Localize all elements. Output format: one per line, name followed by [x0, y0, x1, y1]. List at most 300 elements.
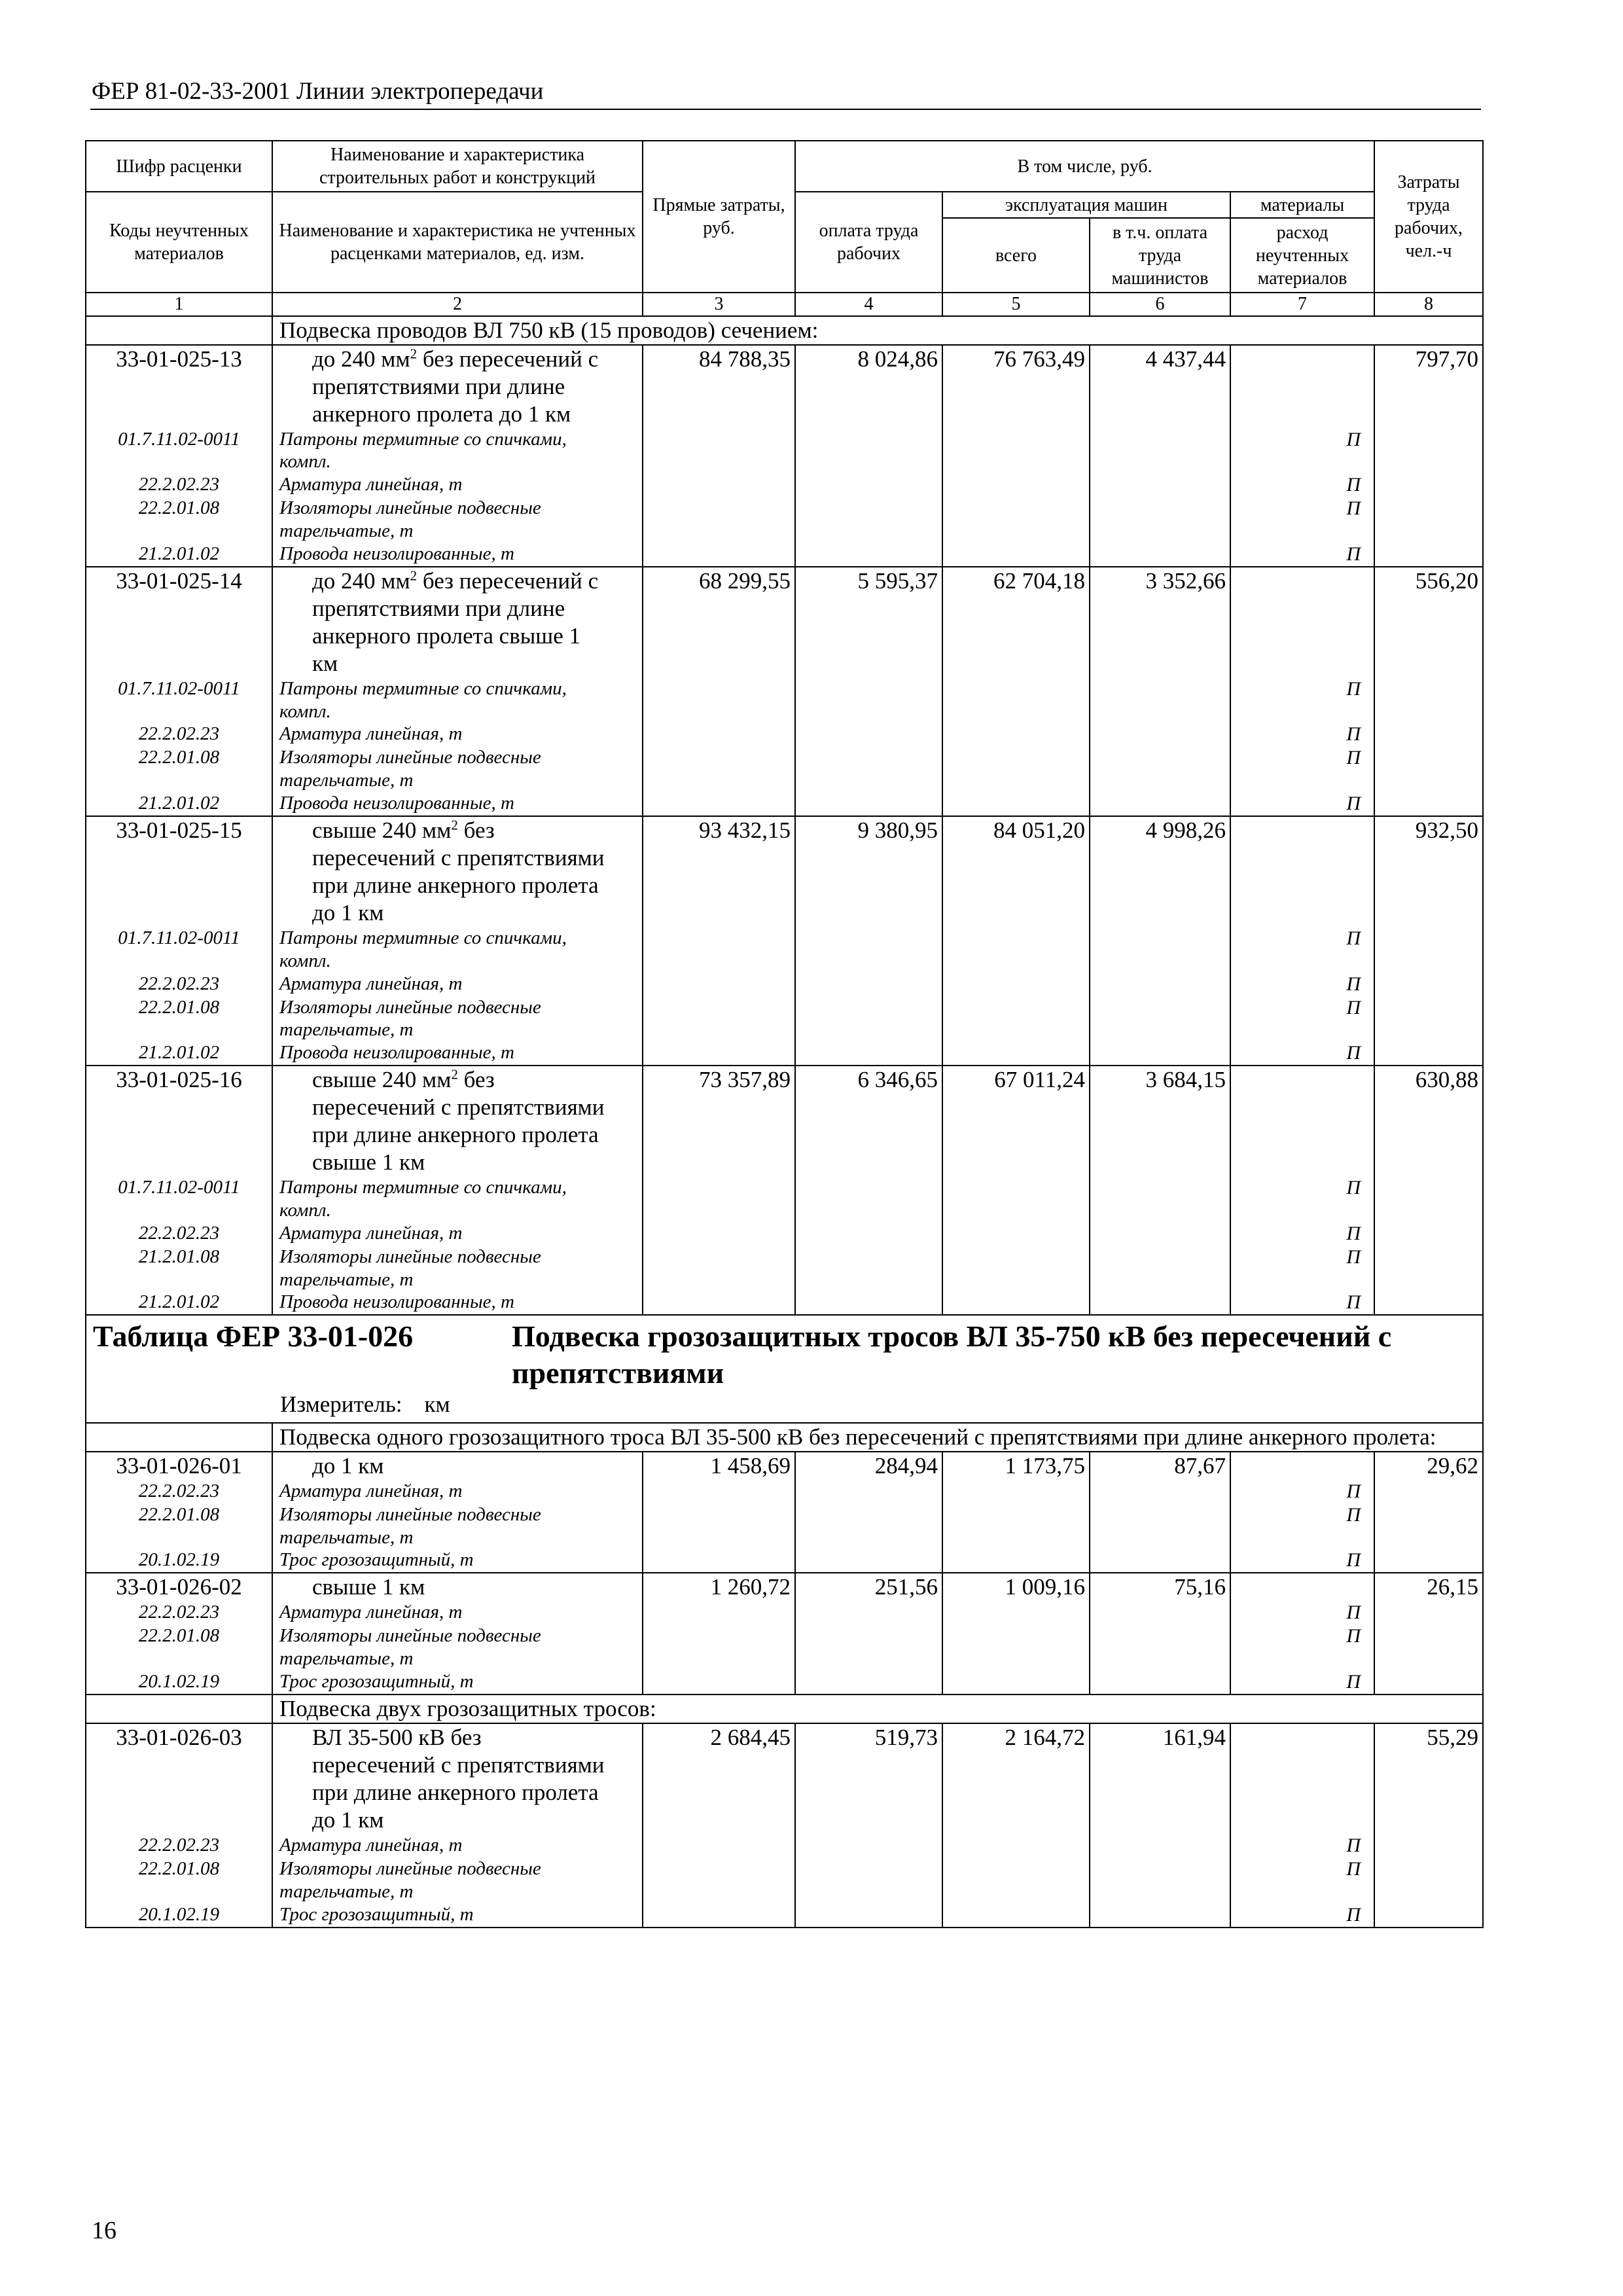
table-title-row — [86, 1315, 1483, 1390]
material-mark: П — [1230, 792, 1374, 816]
empty-cell — [643, 1903, 795, 1928]
material-name: Арматура линейная, т — [272, 473, 643, 497]
material-row — [86, 1246, 1483, 1291]
section-spacer — [86, 1695, 272, 1723]
material-mark: П — [1230, 1246, 1374, 1291]
materials-cost — [1230, 1573, 1374, 1601]
machines-cost: 2 164,72 — [942, 1723, 1090, 1834]
material-name: Изоляторы линейные подвесные тарельчатые, т — [272, 1246, 643, 1291]
empty-cell — [1090, 996, 1230, 1042]
material-row — [86, 1549, 1483, 1573]
materials-cost — [1230, 1066, 1374, 1176]
material-row — [86, 1601, 1483, 1624]
material-code: 22.2.02.23 — [86, 1834, 272, 1857]
section-heading: Подвеска проводов ВЛ 750 кВ (15 проводов) сечением: — [272, 316, 1483, 345]
labor-cost: 519,73 — [795, 1723, 942, 1834]
empty-cell — [643, 1041, 795, 1066]
labor-cost: 5 595,37 — [795, 567, 942, 677]
material-name: Изоляторы линейные подвесные тарельчатые, т — [272, 1624, 643, 1670]
material-mark: П — [1230, 1549, 1374, 1573]
header-materials: материалы — [1230, 192, 1374, 218]
empty-cell — [942, 1549, 1090, 1573]
material-row — [86, 1857, 1483, 1903]
labor-hours: 29,62 — [1374, 1452, 1483, 1480]
material-code: 01.7.11.02-0011 — [86, 677, 272, 723]
material-name: Провода неизолированные, т — [272, 543, 643, 567]
empty-cell — [643, 543, 795, 567]
material-row — [86, 677, 1483, 723]
measure-cell — [86, 1391, 1483, 1423]
material-mark: П — [1230, 1857, 1374, 1903]
rate-code: 33-01-025-14 — [86, 567, 272, 677]
material-name: Провода неизолированные, т — [272, 1041, 643, 1066]
empty-cell — [942, 1503, 1090, 1549]
material-name: Изоляторы линейные подвесные тарельчатые, т — [272, 1857, 643, 1903]
empty-cell — [643, 1222, 795, 1246]
material-row — [86, 1670, 1483, 1695]
operators-cost: 4 437,44 — [1090, 345, 1230, 428]
empty-cell — [795, 927, 942, 973]
material-code: 22.2.01.08 — [86, 996, 272, 1042]
empty-cell — [1374, 677, 1483, 723]
material-name: Арматура линейная, т — [272, 1480, 643, 1503]
material-name: Патроны термитные со спичками, компл. — [272, 428, 643, 474]
empty-cell — [1374, 428, 1483, 474]
column-number: 4 — [795, 293, 942, 316]
rate-row — [86, 1452, 1483, 1480]
operators-cost: 4 998,26 — [1090, 816, 1230, 927]
empty-cell — [942, 428, 1090, 474]
empty-cell — [1090, 677, 1230, 723]
machines-cost: 67 011,24 — [942, 1066, 1090, 1176]
rate-description: до 240 $мм^2$ без пересечений с препятствиями при длине анкерного пролета свыше 1 км — [272, 567, 643, 677]
column-number: 7 — [1230, 293, 1374, 316]
empty-cell — [1374, 1624, 1483, 1670]
empty-cell — [1090, 1834, 1230, 1857]
empty-cell — [1090, 1503, 1230, 1549]
empty-cell — [643, 1624, 795, 1670]
labor-cost: 284,94 — [795, 1452, 942, 1480]
material-mark: П — [1230, 428, 1374, 474]
material-row — [86, 1480, 1483, 1503]
measure-label: Измеритель: — [280, 1391, 402, 1417]
empty-cell — [795, 1834, 942, 1857]
labor-hours: 932,50 — [1374, 816, 1483, 927]
material-code: 21.2.01.02 — [86, 1291, 272, 1315]
empty-cell — [1374, 1246, 1483, 1291]
empty-cell — [643, 677, 795, 723]
material-code: 01.7.11.02-0011 — [86, 927, 272, 973]
rate-code: 33-01-026-03 — [86, 1723, 272, 1834]
material-row — [86, 497, 1483, 543]
empty-cell — [1374, 543, 1483, 567]
table-header — [86, 141, 1483, 316]
empty-cell — [942, 1480, 1090, 1503]
material-row — [86, 428, 1483, 474]
rates-table — [85, 140, 1484, 1928]
empty-cell — [1374, 792, 1483, 816]
operators-cost: 3 684,15 — [1090, 1066, 1230, 1176]
empty-cell — [1090, 927, 1230, 973]
material-name: Трос грозозащитный, т — [272, 1670, 643, 1695]
material-mark: П — [1230, 746, 1374, 792]
empty-cell — [643, 497, 795, 543]
material-code: 22.2.02.23 — [86, 723, 272, 746]
empty-cell — [1090, 1549, 1230, 1573]
rate-description: свыше 240 $мм^2$ без пересечений с препятствиями при длине анкерного пролета свыше 1 км — [272, 1066, 643, 1176]
material-row — [86, 927, 1483, 973]
empty-cell — [643, 473, 795, 497]
material-row — [86, 746, 1483, 792]
material-row — [86, 792, 1483, 816]
header-col1-bottom: Коды неучтенных материалов — [86, 192, 272, 293]
column-number: 8 — [1374, 293, 1483, 316]
empty-cell — [942, 497, 1090, 543]
material-code: 21.2.01.02 — [86, 1041, 272, 1066]
column-number: 3 — [643, 293, 795, 316]
material-name: Изоляторы линейные подвесные тарельчатые, т — [272, 996, 643, 1042]
section-row — [86, 1695, 1483, 1723]
direct-costs: 93 432,15 — [643, 816, 795, 927]
material-row — [86, 473, 1483, 497]
empty-cell — [942, 677, 1090, 723]
empty-cell — [643, 996, 795, 1042]
material-code: 21.2.01.02 — [86, 792, 272, 816]
labor-hours: 797,70 — [1374, 345, 1483, 428]
material-code: 22.2.02.23 — [86, 973, 272, 996]
labor-cost: 8 024,86 — [795, 345, 942, 428]
empty-cell — [643, 1549, 795, 1573]
empty-cell — [942, 1857, 1090, 1903]
empty-cell — [795, 1857, 942, 1903]
rate-row — [86, 1723, 1483, 1834]
material-name: Арматура линейная, т — [272, 1222, 643, 1246]
materials-cost — [1230, 345, 1374, 428]
empty-cell — [1090, 428, 1230, 474]
material-name: Изоляторы линейные подвесные тарельчатые, т — [272, 1503, 643, 1549]
material-row — [86, 1291, 1483, 1315]
rate-row — [86, 345, 1483, 428]
material-code: 20.1.02.19 — [86, 1903, 272, 1928]
empty-cell — [1374, 1222, 1483, 1246]
page-header-title: ФЕР 81-02-33-2001 Линии электропередачи — [92, 78, 544, 105]
empty-cell — [1374, 1549, 1483, 1573]
empty-cell — [795, 428, 942, 474]
empty-cell — [1374, 1670, 1483, 1695]
material-mark: П — [1230, 497, 1374, 543]
empty-cell — [1090, 1903, 1230, 1928]
empty-cell — [1090, 497, 1230, 543]
empty-cell — [942, 723, 1090, 746]
material-name: Провода неизолированные, т — [272, 1291, 643, 1315]
rate-row — [86, 567, 1483, 677]
column-number: 1 — [86, 293, 272, 316]
empty-cell — [1374, 497, 1483, 543]
empty-cell — [795, 996, 942, 1042]
empty-cell — [942, 473, 1090, 497]
header-col7: расход неучтенных материалов — [1230, 218, 1374, 293]
material-mark: П — [1230, 1041, 1374, 1066]
empty-cell — [1090, 723, 1230, 746]
empty-cell — [1090, 1857, 1230, 1903]
operators-cost: 87,67 — [1090, 1452, 1230, 1480]
empty-cell — [795, 1246, 942, 1291]
material-row — [86, 973, 1483, 996]
material-code: 22.2.01.08 — [86, 497, 272, 543]
empty-cell — [942, 1246, 1090, 1291]
empty-cell — [1090, 1601, 1230, 1624]
labor-hours: 26,15 — [1374, 1573, 1483, 1601]
operators-cost: 3 352,66 — [1090, 567, 1230, 677]
section-row — [86, 316, 1483, 345]
empty-cell — [1090, 1041, 1230, 1066]
section-heading: Подвеска двух грозозащитных тросов: — [272, 1695, 1483, 1723]
rate-row — [86, 1573, 1483, 1601]
material-name: Трос грозозащитный, т — [272, 1903, 643, 1928]
empty-cell — [643, 428, 795, 474]
material-name: Арматура линейная, т — [272, 1834, 643, 1857]
empty-cell — [643, 1834, 795, 1857]
direct-costs: 68 299,55 — [643, 567, 795, 677]
materials-cost — [1230, 816, 1374, 927]
header-col2-top: Наименование и характеристика строительных работ и конструкций — [272, 141, 643, 192]
empty-cell — [643, 1670, 795, 1695]
empty-cell — [643, 792, 795, 816]
material-name: Изоляторы линейные подвесные тарельчатые, т — [272, 746, 643, 792]
material-row — [86, 723, 1483, 746]
empty-cell — [942, 996, 1090, 1042]
material-row — [86, 1834, 1483, 1857]
empty-cell — [1090, 1480, 1230, 1503]
material-row — [86, 1222, 1483, 1246]
operators-cost: 161,94 — [1090, 1723, 1230, 1834]
column-number-row — [86, 293, 1483, 316]
empty-cell — [795, 497, 942, 543]
empty-cell — [942, 746, 1090, 792]
labor-hours: 630,88 — [1374, 1066, 1483, 1176]
empty-cell — [942, 1903, 1090, 1928]
table-title-text: Подвеска грозозащитных тросов ВЛ 35-750 кВ без пересечений с препятствиями — [512, 1319, 1392, 1390]
material-code: 22.2.01.08 — [86, 746, 272, 792]
empty-cell — [1090, 973, 1230, 996]
column-number: 2 — [272, 293, 643, 316]
empty-cell — [942, 1601, 1090, 1624]
empty-cell — [795, 1624, 942, 1670]
rate-row — [86, 816, 1483, 927]
rate-description: свыше 240 $мм^2$ без пересечений с препятствиями при длине анкерного пролета до 1 км — [272, 816, 643, 927]
empty-cell — [1374, 1176, 1483, 1222]
empty-cell — [942, 792, 1090, 816]
empty-cell — [942, 973, 1090, 996]
material-code: 01.7.11.02-0011 — [86, 1176, 272, 1222]
table-title-label: Таблица ФЕР 33-01-026 — [93, 1319, 414, 1354]
empty-cell — [795, 1176, 942, 1222]
header-machines: эксплуатация машин — [942, 192, 1230, 218]
empty-cell — [795, 1903, 942, 1928]
material-code: 22.2.02.23 — [86, 1480, 272, 1503]
material-name: Арматура линейная, т — [272, 1601, 643, 1624]
empty-cell — [1090, 1222, 1230, 1246]
material-row — [86, 1903, 1483, 1928]
material-code: 22.2.02.23 — [86, 1222, 272, 1246]
empty-cell — [942, 1176, 1090, 1222]
empty-cell — [795, 1480, 942, 1503]
material-row — [86, 543, 1483, 567]
material-code: 20.1.02.19 — [86, 1549, 272, 1573]
material-name: Патроны термитные со спичками, компл. — [272, 927, 643, 973]
empty-cell — [643, 973, 795, 996]
material-mark: П — [1230, 723, 1374, 746]
material-code: 22.2.02.23 — [86, 1601, 272, 1624]
material-code: 22.2.01.08 — [86, 1624, 272, 1670]
rate-code: 33-01-026-01 — [86, 1452, 272, 1480]
empty-cell — [1374, 927, 1483, 973]
material-mark: П — [1230, 1291, 1374, 1315]
machines-cost: 62 704,18 — [942, 567, 1090, 677]
material-mark: П — [1230, 473, 1374, 497]
page-number: 16 — [92, 2217, 116, 2244]
header-rule — [90, 109, 1481, 110]
material-code: 01.7.11.02-0011 — [86, 428, 272, 474]
material-row — [86, 1624, 1483, 1670]
machines-cost: 84 051,20 — [942, 816, 1090, 927]
material-mark: П — [1230, 1624, 1374, 1670]
empty-cell — [795, 1503, 942, 1549]
material-name: Патроны термитные со спичками, компл. — [272, 677, 643, 723]
direct-costs: 2 684,45 — [643, 1723, 795, 1834]
empty-cell — [795, 973, 942, 996]
empty-cell — [795, 746, 942, 792]
empty-cell — [1090, 1624, 1230, 1670]
empty-cell — [942, 1670, 1090, 1695]
empty-cell — [795, 543, 942, 567]
material-mark: П — [1230, 543, 1374, 567]
rate-description: до 240 $мм^2$ без пересечений с препятствиями при длине анкерного пролета до 1 км — [272, 345, 643, 428]
empty-cell — [1374, 1503, 1483, 1549]
empty-cell — [1374, 1041, 1483, 1066]
rate-row — [86, 1066, 1483, 1176]
empty-cell — [643, 1503, 795, 1549]
empty-cell — [643, 1857, 795, 1903]
rate-code: 33-01-025-15 — [86, 816, 272, 927]
section-row — [86, 1423, 1483, 1452]
empty-cell — [643, 1176, 795, 1222]
material-row — [86, 996, 1483, 1042]
material-mark: П — [1230, 973, 1374, 996]
table-body — [86, 316, 1483, 1928]
empty-cell — [1090, 1246, 1230, 1291]
header-group: В том числе, руб. — [795, 141, 1374, 192]
empty-cell — [1374, 1291, 1483, 1315]
header-col1-top: Шифр расценки — [86, 141, 272, 192]
empty-cell — [1090, 1670, 1230, 1695]
material-mark: П — [1230, 927, 1374, 973]
empty-cell — [1374, 996, 1483, 1042]
empty-cell — [942, 1624, 1090, 1670]
materials-cost — [1230, 1452, 1374, 1480]
empty-cell — [942, 1041, 1090, 1066]
material-mark: П — [1230, 1503, 1374, 1549]
labor-cost: 9 380,95 — [795, 816, 942, 927]
measure-row — [86, 1391, 1483, 1423]
machines-cost: 1 173,75 — [942, 1452, 1090, 1480]
rate-description: ВЛ 35-500 кВ без пересечений с препятствиями при длине анкерного пролета до 1 км — [272, 1723, 643, 1834]
header-col2-bottom: Наименование и характеристика не учтенных расценками материалов, ед. изм. — [272, 192, 643, 293]
empty-cell — [1090, 746, 1230, 792]
empty-cell — [1374, 1601, 1483, 1624]
empty-cell — [795, 677, 942, 723]
material-mark: П — [1230, 1601, 1374, 1624]
measure-unit: км — [424, 1391, 450, 1417]
empty-cell — [643, 927, 795, 973]
rate-code: 33-01-025-13 — [86, 345, 272, 428]
empty-cell — [643, 1291, 795, 1315]
labor-hours: 556,20 — [1374, 567, 1483, 677]
empty-cell — [1090, 792, 1230, 816]
material-mark: П — [1230, 1834, 1374, 1857]
empty-cell — [1374, 1834, 1483, 1857]
empty-cell — [942, 1834, 1090, 1857]
material-mark: П — [1230, 1903, 1374, 1928]
section-heading: Подвеска одного грозозащитного троса ВЛ 35-500 кВ без пересечений с препятствиями при длине анкерного пролета: — [272, 1423, 1483, 1452]
material-mark: П — [1230, 1222, 1374, 1246]
empty-cell — [643, 1601, 795, 1624]
empty-cell — [1090, 473, 1230, 497]
labor-hours: 55,29 — [1374, 1723, 1483, 1834]
empty-cell — [942, 543, 1090, 567]
empty-cell — [1374, 973, 1483, 996]
header-col5: всего — [942, 218, 1090, 293]
material-mark: П — [1230, 1480, 1374, 1503]
empty-cell — [795, 792, 942, 816]
column-number: 5 — [942, 293, 1090, 316]
rate-description: до 1 км — [272, 1452, 643, 1480]
materials-cost — [1230, 567, 1374, 677]
material-code: 20.1.02.19 — [86, 1670, 272, 1695]
empty-cell — [795, 1291, 942, 1315]
direct-costs: 1 458,69 — [643, 1452, 795, 1480]
empty-cell — [795, 1041, 942, 1066]
empty-cell — [795, 1601, 942, 1624]
direct-costs: 73 357,89 — [643, 1066, 795, 1176]
material-name: Арматура линейная, т — [272, 973, 643, 996]
rate-description: свыше 1 км — [272, 1573, 643, 1601]
direct-costs: 84 788,35 — [643, 345, 795, 428]
material-name: Провода неизолированные, т — [272, 792, 643, 816]
empty-cell — [795, 1222, 942, 1246]
header-col6: в т.ч. оплата труда машинистов — [1090, 218, 1230, 293]
labor-cost: 6 346,65 — [795, 1066, 942, 1176]
empty-cell — [795, 723, 942, 746]
rate-code: 33-01-026-02 — [86, 1573, 272, 1601]
empty-cell — [795, 1670, 942, 1695]
operators-cost: 75,16 — [1090, 1573, 1230, 1601]
empty-cell — [1374, 1857, 1483, 1903]
header-col3: Прямые затраты, руб. — [643, 141, 795, 293]
material-mark: П — [1230, 996, 1374, 1042]
empty-cell — [1374, 1903, 1483, 1928]
machines-cost: 76 763,49 — [942, 345, 1090, 428]
empty-cell — [643, 1246, 795, 1291]
empty-cell — [1090, 1176, 1230, 1222]
empty-cell — [942, 927, 1090, 973]
empty-cell — [1374, 473, 1483, 497]
empty-cell — [795, 473, 942, 497]
material-mark: П — [1230, 1670, 1374, 1695]
material-mark: П — [1230, 1176, 1374, 1222]
material-code: 22.2.01.08 — [86, 1857, 272, 1903]
material-name: Арматура линейная, т — [272, 723, 643, 746]
